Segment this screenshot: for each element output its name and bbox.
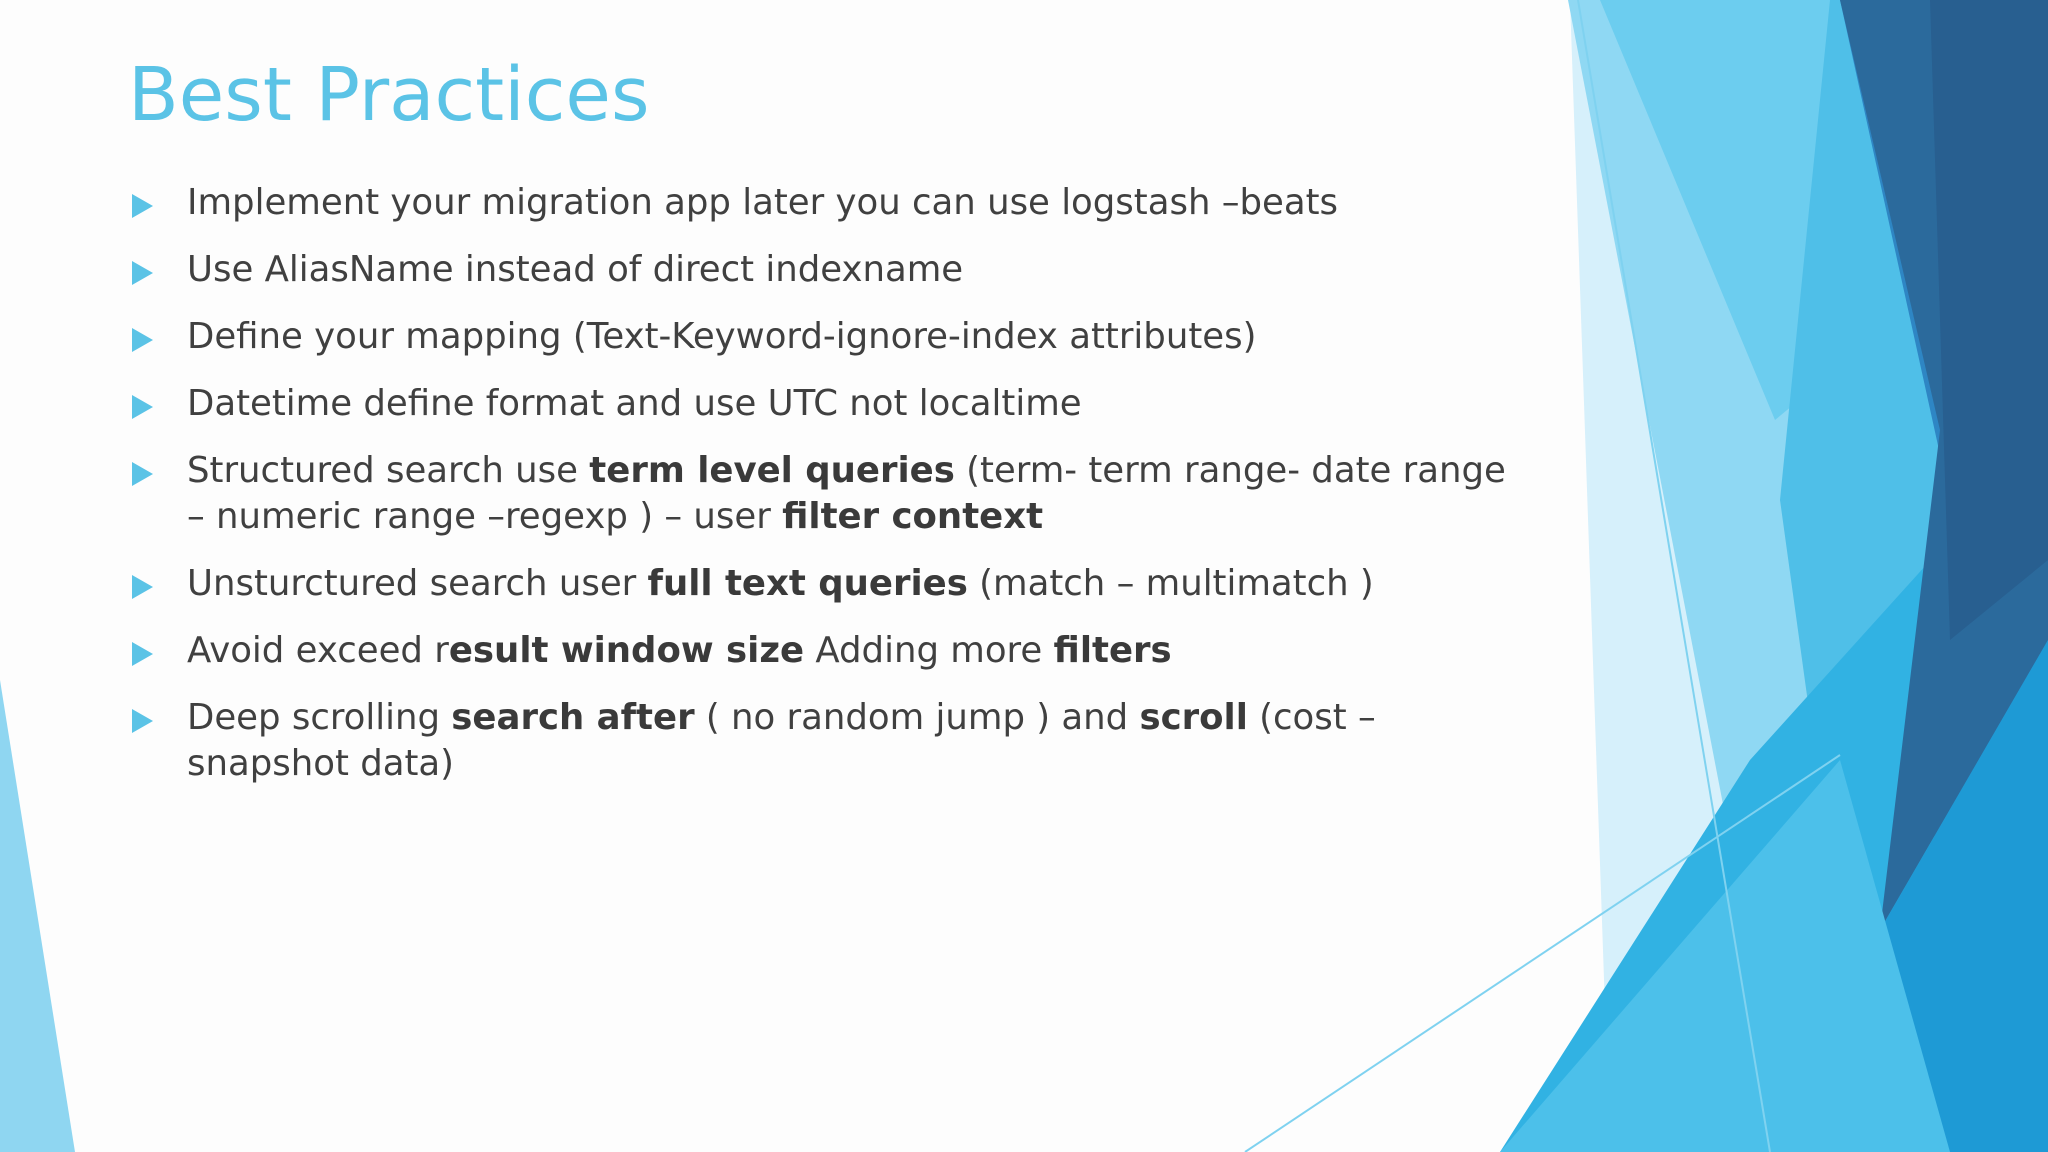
bullet-text-bold: scroll [1139, 697, 1248, 738]
bullet-text-bold: term level queries [589, 450, 955, 491]
bullet-arrow-icon [132, 642, 153, 666]
bullet-text: Adding more [804, 630, 1054, 671]
left-edge-shape [0, 680, 75, 1152]
bullet-arrow-icon [132, 194, 153, 218]
bullet-text-bold: esult window size [448, 630, 805, 671]
bullet-text-bold: filter context [782, 496, 1044, 537]
bullet-item [130, 381, 1510, 427]
bullet-text: (term- term range- date range – numeric range –regexp ) – user [187, 450, 1506, 537]
bullet-text-bold: filters [1053, 630, 1172, 671]
bullet-text: Define your mapping (Text-Keyword-ignore-index attributes) [187, 316, 1257, 357]
bullet-text: Avoid exceed r [187, 630, 449, 671]
bullet-text: Deep scrolling [187, 697, 452, 738]
bullet-arrow-icon [132, 261, 153, 285]
bullet-text: (match – multimatch ) [967, 563, 1374, 604]
bullet-list [130, 180, 1510, 808]
bullet-item [130, 695, 1510, 787]
bullet-item [130, 247, 1510, 293]
bullet-item [130, 448, 1510, 540]
slide-title: Best Practices [128, 52, 650, 138]
bullet-item [130, 628, 1510, 674]
bullet-arrow-icon [132, 328, 153, 352]
bullet-text-bold: full text queries [647, 563, 968, 604]
bullet-text: Datetime define format and use UTC not localtime [187, 383, 1082, 424]
bullet-arrow-icon [132, 709, 153, 733]
bullet-text: Structured search use [187, 450, 590, 491]
bullet-text: ( no random jump ) and [694, 697, 1140, 738]
bullet-item [130, 561, 1510, 607]
right-facet-deep [1930, 0, 2048, 640]
bullet-text: Unsturctured search user [187, 563, 648, 604]
bullet-arrow-icon [132, 462, 153, 486]
bullet-text: Use AliasName instead of direct indexname [187, 249, 964, 290]
bullet-text: Implement your migration app later you can use logstash –beats [187, 182, 1339, 223]
bullet-item [130, 180, 1510, 226]
bullet-text: (cost –snapshot data) [187, 697, 1376, 784]
bullet-text-bold: search after [451, 697, 695, 738]
bullet-arrow-icon [132, 575, 153, 599]
bullet-arrow-icon [132, 395, 153, 419]
bullet-item [130, 314, 1510, 360]
